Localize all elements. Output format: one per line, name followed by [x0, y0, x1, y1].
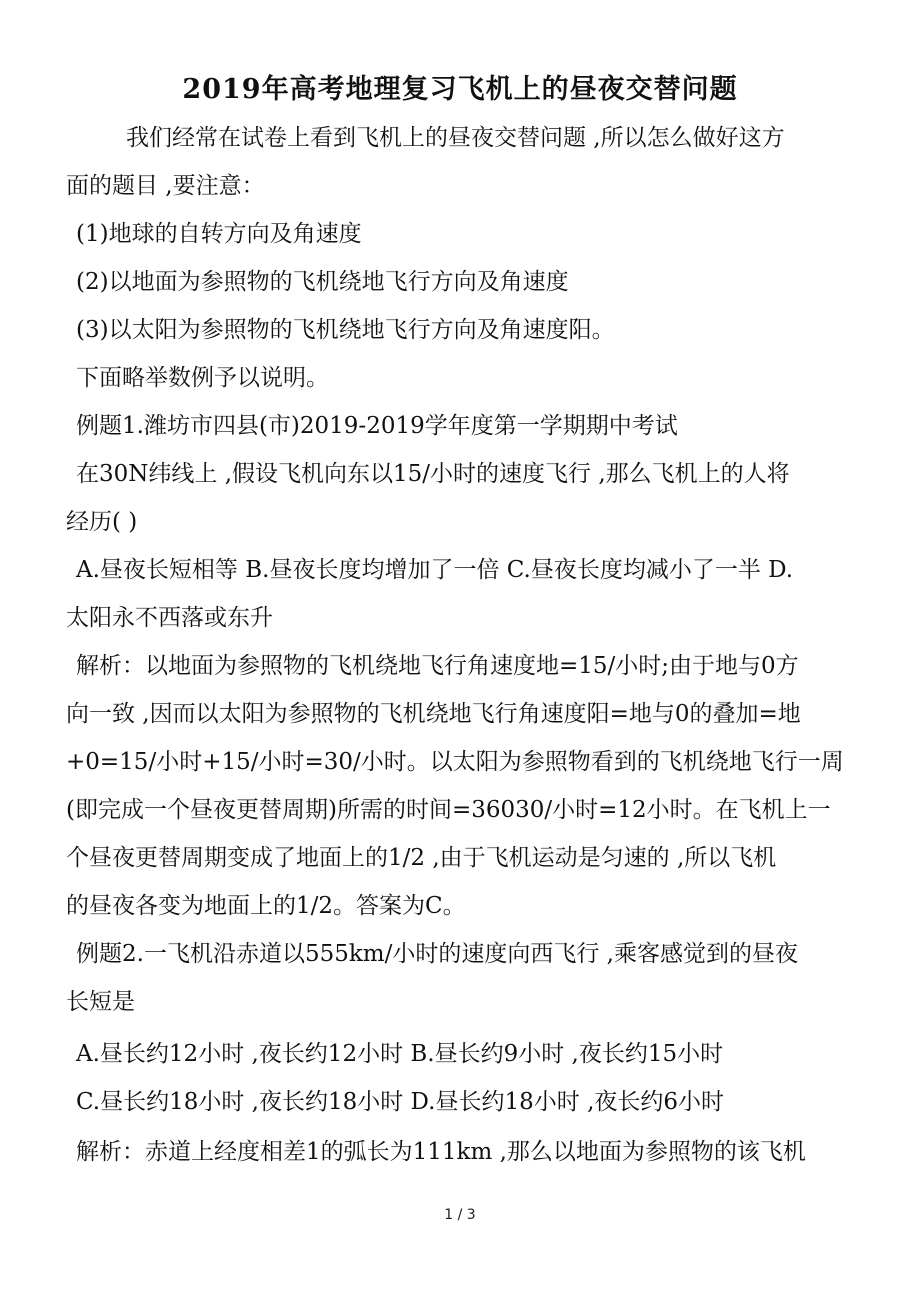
- list-item: (2)以地面为参照物的飞机绕地飞行方向及角速度: [76, 269, 569, 295]
- analysis-line: +0=15/小时+15/小时=30/小时。以太阳为参照物看到的飞机绕地飞行一周: [66, 749, 844, 775]
- list-item: (3)以太阳为参照物的飞机绕地飞行方向及角速度阳。: [76, 317, 615, 343]
- example-heading: 例题1.潍坊市四县(市)2019-2019学年度第一学期期中考试: [76, 413, 678, 439]
- analysis-line: (即完成一个昼夜更替周期)所需的时间=36030/小时=12小时。在飞机上一: [66, 797, 831, 823]
- analysis-line: 的昼夜各变为地面上的1/2。答案为C。: [66, 893, 466, 919]
- page-number: 1 / 3: [444, 1207, 476, 1223]
- list-item: (1)地球的自转方向及角速度: [76, 221, 362, 247]
- answer-options: A.昼长约12小时 ,夜长约12小时 B.昼长约9小时 ,夜长约15小时: [76, 1041, 724, 1067]
- answer-options: A.昼夜长短相等 B.昼夜长度均增加了一倍 C.昼夜长度均减小了一半 D.: [76, 557, 794, 583]
- paragraph-line: 下面略举数例予以说明。: [76, 365, 329, 391]
- paragraph-line: 面的题目 ,要注意：: [66, 173, 265, 199]
- answer-options: C.昼长约18小时 ,夜长约18小时 D.昼长约18小时 ,夜长约6小时: [76, 1089, 725, 1115]
- analysis-line: 向一致 ,因而以太阳为参照物的飞机绕地飞行角速度阳=地与0的叠加=地: [66, 701, 801, 727]
- question-line: 经历( ): [66, 509, 138, 535]
- answer-options: 太阳永不西落或东升: [66, 605, 273, 631]
- question-line: 在30N纬线上 ,假设飞机向东以15/小时的速度飞行 ,那么飞机上的人将: [76, 461, 790, 487]
- question-line: 长短是: [66, 989, 135, 1015]
- paragraph-line: 我们经常在试卷上看到飞机上的昼夜交替问题 ,所以怎么做好这方: [126, 125, 785, 151]
- page-title: 2019年高考地理复习飞机上的昼夜交替问题: [182, 74, 738, 105]
- analysis-line: 个昼夜更替周期变成了地面上的1/2 ,由于飞机运动是匀速的 ,所以飞机: [66, 845, 777, 871]
- analysis-line: 解析：以地面为参照物的飞机绕地飞行角速度地=15/小时;由于地与0方: [76, 653, 799, 679]
- example-heading: 例题2.一飞机沿赤道以555km/小时的速度向西飞行 ,乘客感觉到的昼夜: [76, 941, 798, 967]
- analysis-line: 解析：赤道上经度相差1的弧长为111km ,那么以地面为参照物的该飞机: [76, 1139, 806, 1165]
